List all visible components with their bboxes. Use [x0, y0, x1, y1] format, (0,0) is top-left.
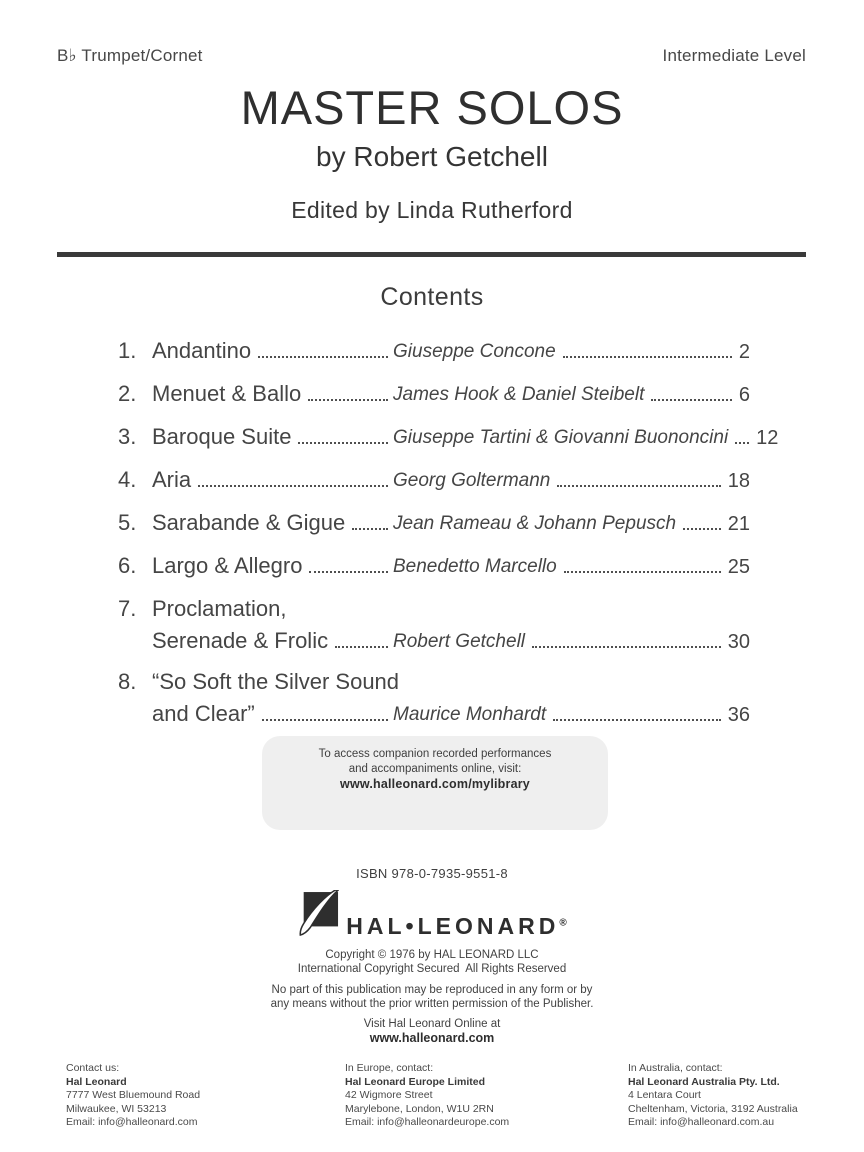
reproduction-notice-line2: any means without the prior written permission of the Publisher.: [270, 998, 594, 1010]
copyright-notice: [0, 948, 864, 976]
toc-entry: [118, 381, 750, 407]
registered-trademark-symbol: ®: [559, 917, 567, 929]
toc-entry-title: Aria: [152, 467, 192, 492]
dotted-leader: [198, 485, 388, 487]
access-box-line2: and accompaniments online, visit:: [348, 763, 522, 775]
copyright-line1: Copyright © 1976 by HAL LEONARD LLC: [325, 949, 539, 961]
divider-rule: [57, 252, 806, 257]
mylibrary-url: www.halleonard.com/mylibrary: [340, 777, 530, 791]
toc-entry-composer: Maurice Monhardt: [393, 704, 547, 725]
toc-entry-title-line1-row: [118, 669, 750, 695]
contact-column-australia: [628, 1062, 844, 1130]
dotted-leader: [735, 442, 749, 444]
toc-entry-composer: Robert Getchell: [393, 631, 526, 652]
contact-address-line: Cheltenham, Victoria, 3192 Australia: [628, 1102, 798, 1115]
instrument-label: B♭ Trumpet/Cornet: [57, 46, 203, 65]
dotted-leader: [683, 528, 721, 530]
toc-entry-title: Serenade & Frolic: [152, 628, 329, 653]
toc-entry-number: 1.: [118, 338, 137, 363]
isbn-number: ISBN 978-0-7935-9551-8: [356, 866, 508, 881]
toc-entry-title-line2-row: [118, 701, 750, 727]
dotted-leader: [553, 719, 721, 721]
toc-entry-number: 3.: [118, 424, 137, 449]
author-byline: by Robert Getchell: [316, 141, 548, 172]
hal-leonard-logo: [0, 895, 864, 943]
dotted-leader: [308, 399, 388, 401]
contact-intro: Contact us:: [66, 1062, 120, 1074]
contact-address-line: 4 Lentara Court: [628, 1089, 701, 1101]
toc-entry: [118, 553, 750, 579]
toc-entry-right: [393, 631, 750, 654]
dotted-leader: [335, 646, 388, 648]
dotted-leader: [564, 571, 721, 573]
contact-email: Email: info@halleonard.com.au: [628, 1116, 775, 1128]
toc-entry-title: Andantino: [152, 338, 252, 363]
toc-entry-composer: Giuseppe Concone: [393, 341, 556, 362]
dotted-leader: [532, 646, 721, 648]
toc-entry-page: 25: [727, 556, 750, 578]
contents-heading: Contents: [380, 283, 484, 311]
dotted-leader: [262, 719, 388, 721]
dotted-leader: [651, 399, 732, 401]
toc-entry-composer: Jean Rameau & Johann Pepusch: [393, 513, 677, 534]
toc-entry-left: [118, 338, 393, 364]
contact-intro: In Australia, contact:: [628, 1062, 723, 1074]
toc-entry-title: “So Soft the Silver Sound: [152, 669, 400, 694]
toc-entry-title: Sarabande & Gigue: [152, 510, 346, 535]
toc-entry-right: [393, 556, 750, 579]
toc-entry-composer: Georg Goltermann: [393, 470, 551, 491]
toc-entry-page: 36: [727, 704, 750, 726]
toc-entry-page: 2: [738, 341, 750, 363]
dotted-leader: [258, 356, 388, 358]
toc-entry-title-line1-row: [118, 596, 750, 622]
level-label: Intermediate Level: [662, 46, 806, 65]
toc-entry-composer: Giuseppe Tartini & Giovanni Buononcini: [393, 427, 729, 448]
toc-entry-title: Proclamation,: [152, 596, 287, 621]
contact-column-europe: [345, 1062, 628, 1130]
contact-name: Hal Leonard Australia Pty. Ltd.: [628, 1075, 780, 1088]
toc-entry-right: [393, 384, 750, 407]
contact-intro: In Europe, contact:: [345, 1062, 434, 1074]
dotted-leader: [298, 442, 388, 444]
toc-entry-left: [118, 553, 393, 579]
contact-email: Email: info@halleonard.com: [66, 1116, 198, 1128]
toc-entry-number: 6.: [118, 553, 137, 578]
visit-online-block: [0, 1017, 864, 1045]
toc-entry-page: 12: [756, 427, 779, 449]
editor-credit: Edited by Linda Rutherford: [291, 197, 573, 223]
access-box-line1: To access companion recorded performances: [318, 748, 552, 760]
toc-entry-left: [118, 467, 393, 493]
hal-leonard-wordmark: [346, 913, 566, 940]
online-access-box: [262, 736, 608, 830]
toc-entry-title: Largo & Allegro: [152, 553, 303, 578]
toc-entry-composer: Benedetto Marcello: [393, 556, 557, 577]
book-title: MASTER SOLOS: [240, 81, 624, 134]
toc-entry-number: 7.: [118, 596, 137, 621]
toc-entry: [118, 510, 750, 536]
contact-name: Hal Leonard: [66, 1075, 127, 1088]
toc-entry: [118, 338, 750, 364]
toc-entry-right: [393, 513, 750, 536]
page-meta-row: [57, 46, 806, 66]
visit-online-label: Visit Hal Leonard Online at: [363, 1018, 501, 1030]
toc-entry-left: [118, 628, 393, 654]
toc-entry: [118, 467, 750, 493]
toc-entry-left: [118, 381, 393, 407]
toc-entry-number: 5.: [118, 510, 137, 535]
contact-email: Email: info@halleonardeurope.com: [345, 1116, 510, 1128]
hal-leonard-wordmark-text: HAL•LEONARD: [346, 913, 560, 939]
hal-leonard-logo-icon: [297, 890, 339, 943]
toc-entry-left: [118, 510, 393, 536]
toc-entry: [118, 424, 779, 450]
copyright-line2: International Copyright Secured All Rights Reserved: [297, 963, 567, 975]
reproduction-notice: [0, 983, 864, 1011]
dotted-leader: [563, 356, 732, 358]
toc-entry: [118, 669, 750, 727]
toc-entry-composer: James Hook & Daniel Steibelt: [393, 384, 645, 405]
toc-entry-title: Menuet & Ballo: [152, 381, 302, 406]
toc-entry-page: 21: [727, 513, 750, 535]
contact-name: Hal Leonard Europe Limited: [345, 1075, 486, 1088]
toc-entry-right: [393, 470, 750, 493]
toc-entry-number: 8.: [118, 669, 137, 694]
contact-address-line: Milwaukee, WI 53213: [66, 1102, 167, 1115]
toc-entry-right: [393, 341, 750, 364]
halleonard-url: www.halleonard.com: [369, 1031, 495, 1045]
table-of-contents: [118, 338, 779, 742]
contact-column-us: [66, 1062, 345, 1130]
dotted-leader: [309, 571, 388, 573]
toc-entry-right: [393, 704, 750, 727]
toc-entry-left: [118, 701, 393, 727]
contact-address-line: Marylebone, London, W1U 2RN: [345, 1102, 494, 1115]
toc-entry-title: and Clear”: [152, 701, 255, 726]
contact-columns: [66, 1062, 844, 1130]
contact-address-line: 42 Wigmore Street: [345, 1089, 433, 1101]
toc-entry-title-line2-row: [118, 628, 750, 654]
reproduction-notice-line1: No part of this publication may be reproduced in any form or by: [271, 984, 593, 996]
dotted-leader: [557, 485, 720, 487]
toc-entry-page: 30: [727, 631, 750, 653]
contact-address-line: 7777 West Bluemound Road: [66, 1089, 201, 1101]
toc-entry-page: 6: [738, 384, 750, 406]
toc-entry: [118, 596, 750, 654]
toc-entry-number: 2.: [118, 381, 137, 406]
toc-entry-title: Baroque Suite: [152, 424, 292, 449]
toc-entry-page: 18: [727, 470, 750, 492]
toc-entry-left: [118, 424, 393, 450]
toc-entry-number: 4.: [118, 467, 137, 492]
toc-entry-right: [393, 427, 778, 450]
dotted-leader: [352, 528, 388, 530]
